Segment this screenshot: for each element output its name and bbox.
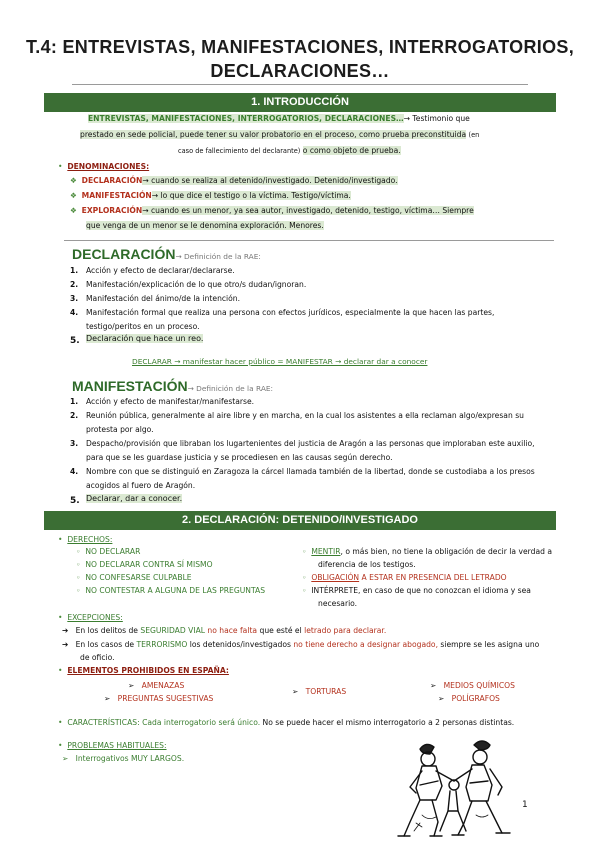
derechos-label: • DERECHOS: (58, 535, 113, 544)
arrowhead-icon: ➢ (104, 694, 111, 703)
denom-item-exploracion: ❖ EXPLORACIÓN→ cuando es un menor, ya sea autor, investigado, detenido, testigo, víctima… Siempre (70, 206, 474, 215)
bullet-icon: • (58, 535, 63, 544)
list-number: 1. (70, 266, 79, 275)
manifestacion-heading: MANIFESTACIÓN→ Definición de la RAE: (72, 378, 274, 394)
list-item-cont: acogidos al fuero de Aragón. (86, 481, 196, 490)
derecho-right-3-cont: necesario. (318, 599, 358, 608)
list-item: Manifestación/explicación de lo que otro/s dudan/ignoran. (86, 280, 307, 289)
denom-item-declaracion: ❖ DECLARACIÓN→ cuando se realiza al detenido/investigado. Detenido/investigado. (70, 176, 398, 185)
circle-bullet-icon: ◦ (302, 573, 307, 582)
list-number: 3. (70, 439, 79, 448)
circle-bullet-icon: ◦ (76, 586, 81, 595)
circle-bullet-icon: ◦ (76, 573, 81, 582)
diamond-bullet-icon: ❖ (70, 206, 77, 215)
list-item: Declaración que hace un reo. (86, 334, 204, 343)
list-item-cont: testigo/peritos en un proceso. (86, 322, 200, 331)
declaracion-heading: DECLARACIÓN→ Definición de la RAE: (72, 246, 261, 262)
arrow-icon: ➔ (62, 640, 69, 649)
list-item: Despacho/provisión que libraban los lugartenientes del justicia de Aragón a las personas que imploraban este auxilio, (86, 439, 535, 448)
list-item: Declarar, dar a conocer. (86, 494, 183, 503)
list-number: 5. (70, 496, 80, 506)
list-item: Acción y efecto de manifestar/manifestarse. (86, 397, 255, 406)
denom-exploracion-cont: que venga de un menor se le denomina exploración. Menores. (86, 221, 324, 230)
derecho-right-1-cont: diferencia de los testigos. (318, 560, 416, 569)
list-number: 4. (70, 308, 79, 317)
circle-bullet-icon: ◦ (76, 547, 81, 556)
list-number: 2. (70, 411, 79, 420)
divider (64, 240, 554, 241)
problema-item: ➢ Interrogativos MUY LARGOS. (62, 754, 185, 763)
derecho-item: ◦ NO DECLARAR (76, 547, 141, 556)
arrowhead-icon: ➢ (62, 754, 69, 763)
problemas-label: • PROBLEMAS HABITUALES: (58, 741, 167, 750)
prohibido-item: ➢ AMENAZAS (128, 681, 185, 690)
list-number: 5. (70, 336, 80, 346)
caracteristicas: • CARACTERÍSTICAS: Cada interrogatorio será único. No se puede hacer el mismo interrogatorio a 2 personas distintas. (58, 718, 515, 727)
bullet-icon: • (58, 613, 63, 622)
list-item-cont: para que se les guardase justicia y se procediesen en las causas según derecho. (86, 453, 393, 462)
derecho-right-1: ◦ MENTIR, o más bien, no tiene la obligación de decir la verdad a (302, 547, 552, 556)
prohibido-item: ➢ POLÍGRAFOS (438, 694, 500, 703)
arrowhead-icon: ➢ (438, 694, 445, 703)
arrowhead-icon: ➢ (292, 687, 299, 696)
page-title: T.4: ENTREVISTAS, MANIFESTACIONES, INTERROGATORIOS, DECLARACIONES… (25, 37, 574, 81)
formula: DECLARAR → manifestar hacer público = MANIFESTAR → declarar dar a conocer (132, 357, 428, 366)
denom-item-manifestacion: ❖ MANIFESTACIÓN→ lo que dice el testigo o la víctima. Testigo/víctima. (70, 191, 351, 200)
arrow-icon: ➔ (62, 626, 69, 635)
bullet-icon: • (58, 666, 63, 675)
list-item: Reunión pública, generalmente al aire libre y en marcha, en la cual los asistentes a ella reclaman algo/expresan su (86, 411, 524, 420)
intro-line-1: ENTREVISTAS, MANIFESTACIONES, INTERROGATORIOS, DECLARACIONES…→ Testimonio que (88, 114, 470, 123)
circle-bullet-icon: ◦ (302, 547, 307, 556)
denominaciones-label: • DENOMINACIONES: (58, 162, 150, 171)
title-divider (72, 84, 528, 85)
section-band-introduccion: 1. INTRODUCCIÓN (44, 93, 556, 112)
derecho-item: ◦ NO CONFESARSE CULPABLE (76, 573, 192, 582)
prohibido-item: ➢ MEDIOS QUÍMICOS (430, 681, 515, 690)
arrowhead-icon: ➢ (430, 681, 437, 690)
intro-line-3: caso de fallecimiento del declarante) o como objeto de prueba. (178, 146, 401, 155)
excepciones-label: • EXCEPCIONES: (58, 613, 123, 622)
list-item: Acción y efecto de declarar/declararse. (86, 266, 235, 275)
list-item: Nombre con que se distinguió en Zaragoza la cárcel llamada también de la libertad, donde se custodiaba a los presos (86, 467, 535, 476)
list-number: 3. (70, 294, 79, 303)
list-number: 4. (70, 467, 79, 476)
list-number: 1. (70, 397, 79, 406)
derecho-right-2: ◦ OBLIGACIÓN A ESTAR EN PRESENCIA DEL LETRADO (302, 573, 507, 582)
intro-line-2: prestado en sede policial, puede tener su valor probatorio en el proceso, como prueba preconstituida (en (80, 130, 480, 139)
derecho-right-3: ◦ INTÉRPRETE, en caso de que no conozcan el idioma y sea (302, 586, 531, 595)
prohibidos-label: • ELEMENTOS PROHIBIDOS EN ESPAÑA: (58, 666, 229, 675)
diamond-bullet-icon: ❖ (70, 191, 77, 200)
excepcion-1: ➔ En los delitos de SEGURIDAD VIAL no hace falta que esté el letrado para declarar. (62, 626, 387, 635)
diamond-bullet-icon: ❖ (70, 176, 77, 185)
section-band-declaracion: 2. DECLARACIÓN: DETENIDO/INVESTIGADO (44, 511, 556, 530)
list-item-cont: protesta por algo. (86, 425, 154, 434)
excepcion-2: ➔ En los casos de TERRORISMO los detenidos/investigados no tiene derecho a designar abogado, siempre se les asigna uno (62, 640, 540, 649)
bullet-icon: • (58, 718, 63, 727)
excepcion-2-cont: de oficio. (80, 653, 115, 662)
bullet-icon: • (58, 162, 63, 171)
page-number: 1 (522, 800, 528, 810)
list-number: 2. (70, 280, 79, 289)
prohibido-item: ➢ TORTURAS (292, 687, 347, 696)
arrowhead-icon: ➢ (128, 681, 135, 690)
list-item: Manifestación formal que realiza una persona con efectos jurídicos, especialmente la que hacen las partes, (86, 308, 495, 317)
interrogation-cartoon-illustration (392, 735, 522, 845)
bullet-icon: • (58, 741, 63, 750)
derecho-item: ◦ NO CONTESTAR A ALGUNA DE LAS PREGUNTAS (76, 586, 266, 595)
list-item: Manifestación del ánimo/de la intención. (86, 294, 241, 303)
circle-bullet-icon: ◦ (302, 586, 307, 595)
derecho-item: ◦ NO DECLARAR CONTRA SÍ MISMO (76, 560, 213, 569)
prohibido-item: ➢ PREGUNTAS SUGESTIVAS (104, 694, 214, 703)
circle-bullet-icon: ◦ (76, 560, 81, 569)
